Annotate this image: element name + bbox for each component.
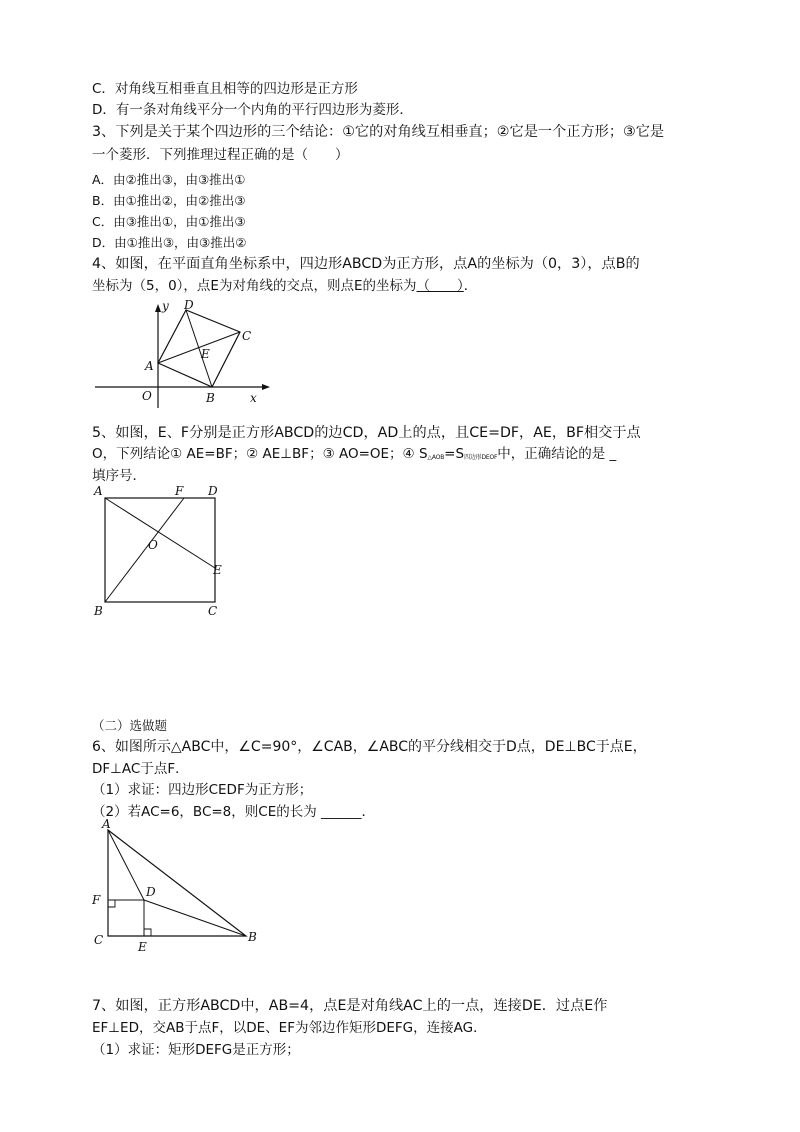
point-e-label: E xyxy=(138,940,147,954)
figure-6-right-triangle xyxy=(88,818,268,958)
question-3-option-b: B．由①推出②，由②推出③ xyxy=(92,193,246,208)
point-a-label: A xyxy=(94,484,103,498)
point-b-label: B xyxy=(206,391,215,405)
question-5-conclusions: O，下列结论① AE=BF；② AE⊥BF；③ AO=OE；④ S xyxy=(92,446,428,462)
question-7-stem-cont: EF⊥ED，交AB于点F，以DE、EF为邻边作矩形DEFG，连接AG． xyxy=(92,1020,487,1036)
point-a-label: A xyxy=(145,359,154,373)
question-5-stem-end: 填序号． xyxy=(92,468,146,484)
point-e-label: E xyxy=(213,563,222,577)
point-d-label: D xyxy=(184,298,194,312)
period: ． xyxy=(361,804,376,820)
x-axis-label: x xyxy=(250,391,257,405)
question-6-stem: 6、如图所示△ABC中，∠C=90°，∠CAB，∠ABC的平分线相交于D点，DE⊥BC于点E， xyxy=(92,739,647,755)
question-4-stem: 4、如图，在平面直角坐标系中，四边形ABCD为正方形，点A的坐标为（0，3），点B的 xyxy=(92,256,640,272)
option-c: C．对角线互相垂直且相等的四边形是正方形 xyxy=(92,81,358,97)
question-7-stem: 7、如图，正方形ABCD中，AB=4，点E是对角线AC上的一点，连接DE．过点E作 xyxy=(92,998,608,1014)
question-3-option-a: A．由②推出③，由③推出① xyxy=(92,172,246,187)
question-3-option-c: C．由③推出①，由①推出③ xyxy=(92,214,246,229)
question-5-stem-cont xyxy=(92,445,616,467)
option-d: D．有一条对角线平分一个内角的平行四边形为菱形． xyxy=(92,102,413,118)
point-o-label: O xyxy=(148,538,158,552)
question-6-part-2-text: （2）若AC=6，BC=8，则CE的长为 xyxy=(92,804,322,820)
point-f-label: F xyxy=(175,484,184,498)
question-4-stem-cont xyxy=(92,277,477,295)
question-6-stem-cont: DF⊥AC于点F． xyxy=(92,761,189,777)
point-f-label: F xyxy=(92,893,101,907)
point-c-label: C xyxy=(242,329,252,343)
point-d-label: D xyxy=(208,484,218,498)
point-b-label: B xyxy=(94,604,103,618)
answer-blank: （ ） xyxy=(416,278,464,294)
equals-s: =S xyxy=(444,446,465,462)
question-5-stem: 5、如图，E、F分别是正方形ABCD的边CD，AD上的点，且CE=DF，AE，BF相交于点 xyxy=(92,425,641,441)
area-subscript-deof: 四边形DEOF xyxy=(464,454,498,461)
y-axis-label: y xyxy=(162,299,169,313)
figure-5-square-abcd xyxy=(90,484,240,619)
section-optional: （二）选做题 xyxy=(92,718,168,733)
question-4-text: 坐标为（5，0），点E为对角线的交点，则点E的坐标为 xyxy=(92,278,417,294)
question-7-part-1: （1）求证：矩形DEFG是正方形； xyxy=(92,1042,300,1058)
origin-label: O xyxy=(142,389,152,403)
question-3-option-d: D．由①推出③，由③推出② xyxy=(92,235,247,250)
question-6-part-1: （1）求证：四边形CEDF为正方形； xyxy=(92,782,313,798)
question-5-ask: 中，正确结论的是 _ xyxy=(497,446,617,462)
figure-4-coordinate-square xyxy=(90,300,280,410)
point-c-label: C xyxy=(208,604,218,618)
point-b-label: B xyxy=(248,930,257,944)
point-d-label: D xyxy=(146,885,156,899)
point-a-label: A xyxy=(102,817,111,831)
point-e-label: E xyxy=(201,347,210,361)
question-3-stem-cont: 一个菱形．下列推理过程正确的是（ ） xyxy=(92,147,349,163)
area-subscript-aob: △AOB xyxy=(427,454,445,461)
point-c-label: C xyxy=(94,933,104,947)
period: ． xyxy=(463,278,478,294)
question-3-stem: 3、下列是关于某个四边形的三个结论：①它的对角线互相垂直；②它是一个正方形；③它是 xyxy=(92,124,665,140)
answer-blank: ______ xyxy=(321,804,362,820)
